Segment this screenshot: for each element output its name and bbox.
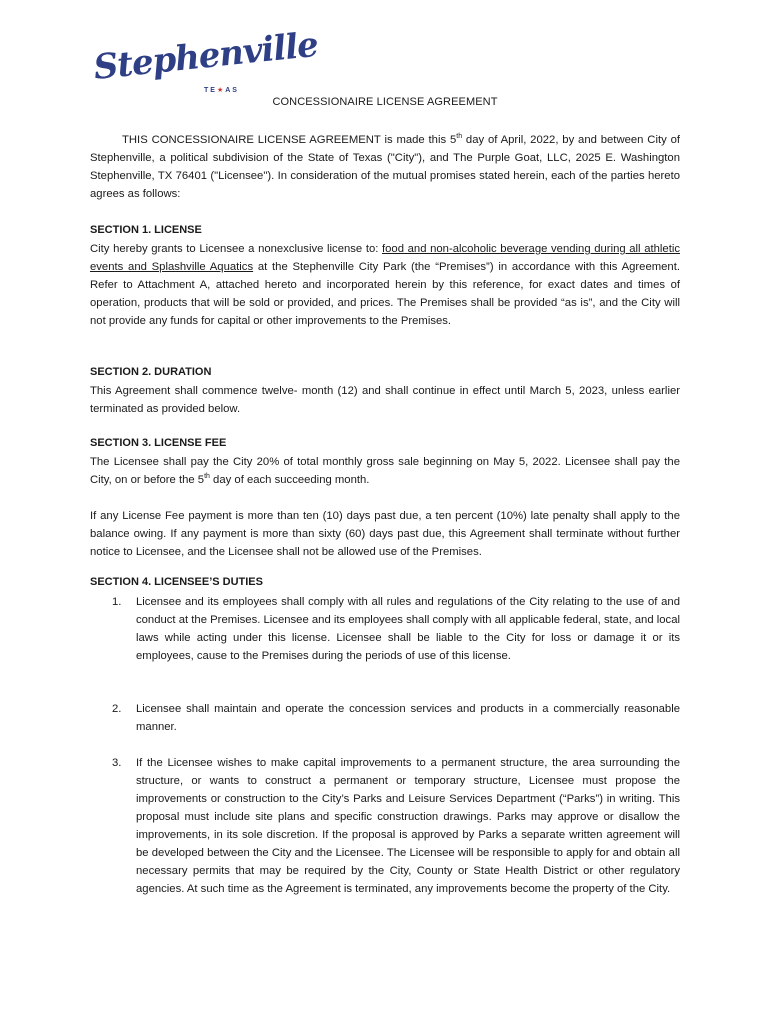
list-number: 2. (112, 703, 122, 715)
star-icon: ★ (216, 87, 226, 94)
section-1-heading: SECTION 1. LICENSE (90, 224, 202, 236)
list-text: Licensee and its employees shall comply with all rules and regulations of the City relating to the use of and conduct at the Premises. Licensee and its employees shall comply with all applicable federal, state, and local laws while acting under this license. Licensee shall be liable to the City for loss or damage it or its employees, cause to the Premises during the periods of use of this license. (136, 596, 680, 662)
list-text: If the Licensee wishes to make capital improvements to a permanent structure, the area surrounding the structure, or wants to construct a permanent or temporary structure, Licensee must propose the improvements or construction to the City’s Parks and Leisure Services Department (“Parks”) in writing. This proposal must include site plans and specific construction drawings. Parks may approve or disallow the improvements, in its sole discretion. If the proposal is approved by Parks a separate written agreement will be developed between the City and the Licensee. The Licensee will be responsible to apply for and obtain all necessary permits that may be required by the City, County or State Health District or other regulatory agencies. At such time as the Agreement is terminated, any improvements become the property of the City. (136, 757, 680, 895)
list-number: 3. (112, 757, 122, 769)
logo-wordmark: Stephenville (91, 24, 320, 88)
section-3-text: The Licensee shall pay the City 20% of total monthly gross sale beginning on May 5, 2022. Licensee shall pay the City, on or before the 5th day of each succeeding month. (90, 456, 680, 486)
section-4-heading: SECTION 4. LICENSEE’S DUTIES (90, 576, 263, 588)
section-1-text: City hereby grants to Licensee a nonexclusive license to: food and non-alcoholic beverage vending during all athletic events and Splashville Aquatics at the Stephenville City Park (the “Premises”) in accordance with this Agreement. Refer to Attachment A, attached hereto and incorporated herein by this reference, for exact dates and times of operation, products that will be sold or provided, and prices. The Premises shall be provided “as is”, and the City will not provide any funds for capital or other improvements to the Premises. (90, 243, 680, 327)
section-2-text: This Agreement shall commence twelve- month (12) and shall continue in effect until March 5, 2023, unless earlier terminated as provided below. (90, 385, 680, 415)
section-3-heading: SECTION 3. LICENSE FEE (90, 437, 227, 449)
list-text: Licensee shall maintain and operate the concession services and products in a commercially reasonable manner. (136, 703, 680, 733)
logo-tagline: TE★AS (204, 87, 239, 94)
intro-paragraph: THIS CONCESSIONAIRE LICENSE AGREEMENT is made this 5th day of April, 2022, by and between City of Stephenville, a political subdivision of the State of Texas ("City"), and The Purple Goat, LLC, 2025 E. Washington Stephenville, TX 76401 ("Licensee"). In consideration of the mutual promises stated herein, each of the parties hereto agrees as follows: (90, 133, 680, 200)
section-3-penalty-text: If any License Fee payment is more than ten (10) days past due, a ten percent (10%) late penalty shall apply to the balance owing. If any payment is more than sixty (60) days past due, this Agreement shall terminate without further notice to Licensee, and the Licensee shall not be allowed use of the Premises. (90, 510, 680, 558)
document-title: CONCESSIONAIRE LICENSE AGREEMENT (272, 96, 498, 108)
list-number: 1. (112, 596, 122, 608)
license-scope: food and non-alcoholic beverage vending during all athletic events and Splashville Aquatics (90, 243, 680, 273)
section-2-heading: SECTION 2. DURATION (90, 366, 212, 378)
